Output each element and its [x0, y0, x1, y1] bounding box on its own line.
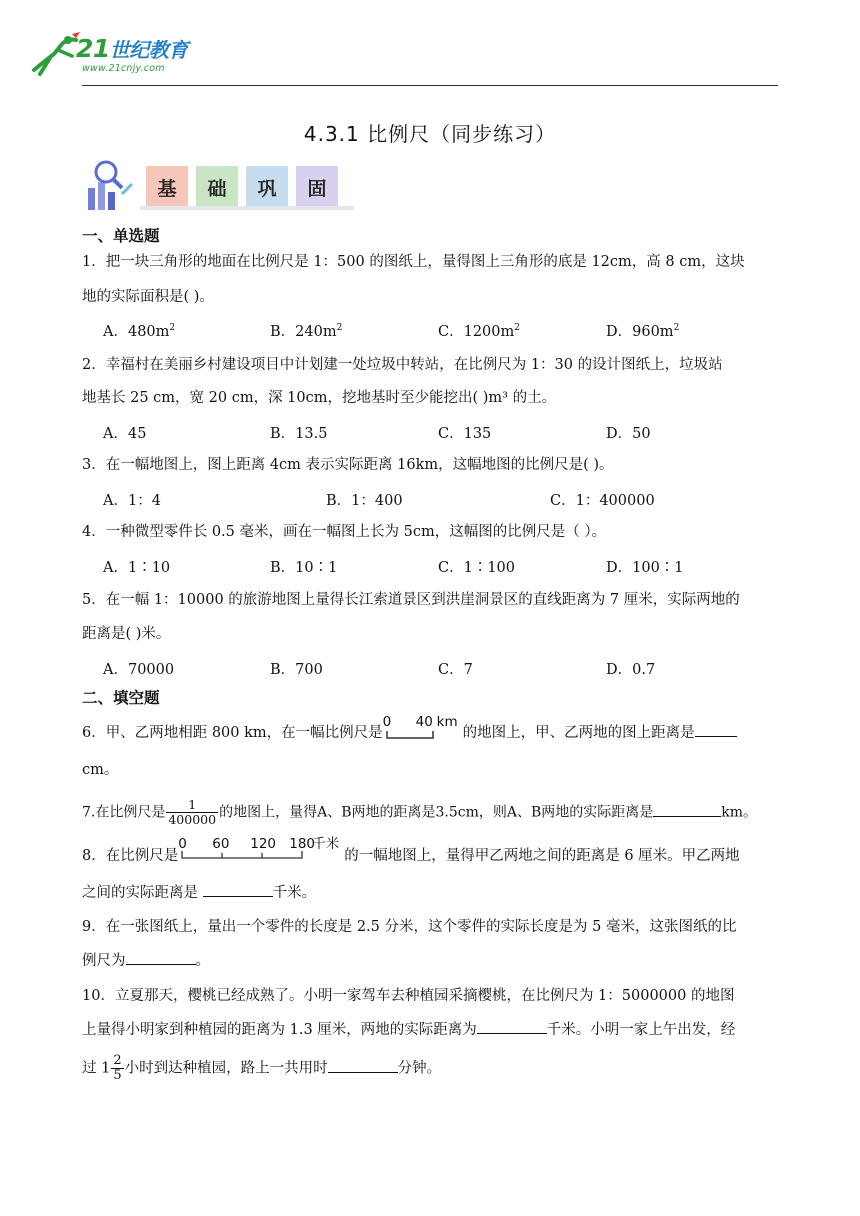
banner-tile-1: 基: [146, 166, 188, 208]
scale-bar-180km: 0 60 120 180 千米: [178, 840, 344, 864]
answer-blank-q10-time[interactable]: [328, 1058, 398, 1073]
magnifier-chart-icon: [84, 158, 136, 214]
question-9-line-2: 例尺为 。: [82, 950, 782, 971]
question-6-line-1: 6．甲、乙两地相距 800 km，在一幅比例尺是 0 40 km 的地图上，甲、乙两地的图上距离是: [82, 720, 782, 746]
page-title: 4.3.1 比例尺（同步练习）: [303, 122, 557, 146]
q4-option-c: C．1∶100: [438, 560, 515, 576]
question-7-line-1: 7.在比例尺是 $\frac{1}{400000}$ 的地图上，量得A、B两地的距离是3.5cm，则A、B两地的实际距离是 km。: [82, 797, 758, 827]
question-5-line-1: 5．在一幅 1：10000 的旅游地图上量得长江索道景区到洪崖洞景区的直线距离为 7 厘米，实际两地的: [82, 592, 740, 608]
question-2-line-2: 地基长 25 cm，宽 20 cm，深 10cm，挖地基时至少能挖出( )m³ 的土。: [82, 390, 557, 406]
q2-option-b: B．13.5: [270, 426, 328, 442]
question-1-line-2: 地的实际面积是( )。: [82, 289, 214, 305]
banner-tile-4: 固: [296, 166, 338, 208]
q4-option-b: B．10∶1: [270, 560, 338, 576]
question-10-line-3: 过 1 $\frac{2}{5}$ 小时到达种植园，路上一共用时 分钟。: [82, 1053, 442, 1083]
question-8-line-1: 8．在比例尺是 0 60 120 180 千米 的一幅地图上，量得甲乙两地之间的距离是 6 厘米。甲乙两地: [82, 836, 740, 864]
q4-option-a: A．1∶10: [103, 560, 171, 576]
answer-blank-q6[interactable]: [695, 722, 737, 737]
q5-option-d: D．0.7: [606, 662, 656, 678]
mixed-fraction: $\frac{2}{5}$: [113, 1053, 122, 1083]
q3-option-b: B．1：400: [326, 493, 403, 509]
section-heading-single-choice: 一、单选题: [82, 227, 160, 245]
question-4-line-1: 4．一种微型零件长 0.5 毫米，画在一幅图上长为 5cm，这幅图的比例尺是（ ）。: [82, 524, 607, 540]
question-3-line-1: 3．在一幅地图上，图上距离 4cm 表示实际距离 16km，这幅地图的比例尺是( )。: [82, 457, 614, 473]
q5-option-a: A．70000: [103, 662, 175, 678]
q5-option-b: B．700: [270, 662, 323, 678]
answer-blank-q10-distance[interactable]: [477, 1019, 547, 1034]
question-6-line-2: cm。: [82, 762, 119, 778]
q1-option-b: B．$240m^2$: [270, 323, 343, 340]
banner-tile-2: 础: [196, 166, 238, 208]
q1-option-a: A．$480m^2$: [103, 323, 176, 340]
question-10-line-2: 上量得小明家到种植园的距离为 1.3 厘米，两地的实际距离为 千米。小明一家上午出发，经: [82, 1019, 782, 1040]
q3-option-c: C．1：400000: [550, 493, 655, 509]
scale-bar-line: [178, 850, 312, 860]
q5-option-c: C．7: [438, 662, 473, 678]
question-5-line-2: 距离是( )米。: [82, 626, 171, 642]
q2-option-c: C．135: [438, 426, 492, 442]
scale-fraction: $\frac{1}{400000}$: [168, 797, 217, 827]
answer-blank-q9[interactable]: [126, 950, 196, 965]
q1-option-d: D．$960m^2$: [606, 323, 680, 340]
answer-blank-q8[interactable]: [203, 882, 273, 897]
section-banner: [84, 158, 359, 214]
question-9-line-1: 9．在一张图纸上，量出一个零件的长度是 2.5 分米，这个零件的实际长度是为 5 毫米，这张图纸的比: [82, 919, 737, 935]
answer-blank-q7[interactable]: [653, 802, 721, 817]
q4-option-d: D．100∶1: [606, 560, 684, 576]
question-2-line-1: 2．幸福村在美丽乡村建设项目中计划建一处垃圾中转站，在比例尺为 1：30 的设计图纸上，垃圾站: [82, 357, 723, 373]
banner-strip: [140, 206, 354, 210]
q3-option-a: A．1：4: [103, 493, 161, 509]
banner-tile-3: 巩: [246, 166, 288, 208]
scale-bar-40km: 0 40 km: [383, 716, 463, 742]
logo-text: 21世纪教育: [76, 34, 188, 63]
question-10-line-1: 10．立夏那天，樱桃已经成熟了。小明一家驾车去种植园采摘樱桃，在比例尺为 1：5000000 的地图: [82, 988, 735, 1004]
question-8-line-2: 之间的实际距离是 千米。: [82, 882, 782, 903]
scale-bar-line: [383, 730, 439, 740]
logo-url: www.21cnjy.com: [82, 63, 165, 74]
question-1-line-1: 1．把一块三角形的地面在比例尺是 1：500 的图纸上，量得图上三角形的底是 12cm，高 8 cm，这块: [82, 254, 745, 270]
q2-option-a: A．45: [103, 426, 147, 442]
q1-option-c: C．$1200m^2$: [438, 323, 520, 340]
q2-option-d: D．50: [606, 426, 651, 442]
section-heading-fill-blank: 二、填空题: [82, 689, 160, 707]
header-divider: [82, 85, 778, 86]
